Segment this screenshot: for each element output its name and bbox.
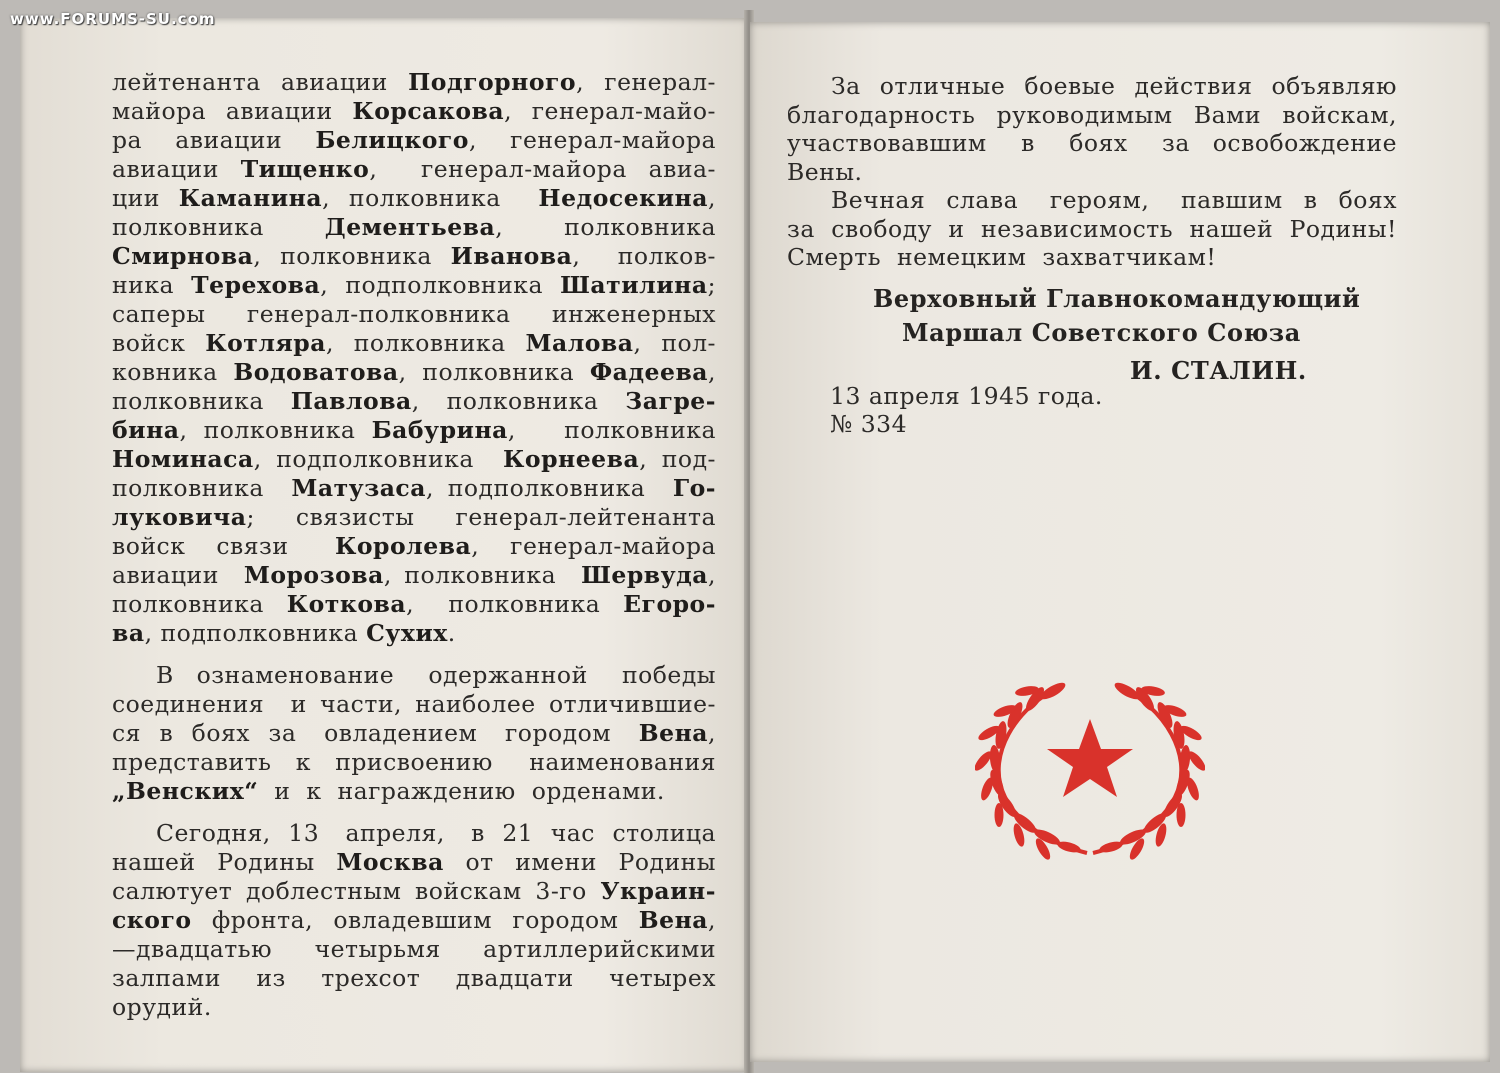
text-run: В ознаменование одержанной победы [156, 661, 716, 689]
text-run: , подполковника [320, 271, 561, 299]
text-line [112, 877, 716, 906]
text-run: благодарность руководимым Вами войскам, [787, 100, 1397, 129]
text-run: , полковника [383, 561, 582, 589]
signature-name: И. СТАЛИН. [1130, 356, 1307, 385]
text-run: за свободу и независимость нашей Родины! [787, 214, 1397, 243]
text-run: ковника [112, 358, 234, 386]
text-run: , полковника [322, 184, 539, 212]
text-run: войск связи [112, 532, 335, 560]
right-page [750, 22, 1490, 1062]
paragraph-gratitude [787, 72, 1397, 186]
bold-name: Вена [638, 906, 709, 934]
bold-name: „Венских“ [112, 777, 259, 805]
text-run: , подполковника [425, 474, 673, 502]
text-run: , полковника [406, 590, 624, 618]
text-run: орудий. [112, 993, 212, 1021]
text-run: За отличные боевые действия объявляю [831, 72, 1397, 100]
bold-name: Номинаса [112, 445, 254, 473]
text-run: Вечная слава героям, павшим в боях [831, 186, 1397, 214]
text-line [787, 243, 1397, 272]
text-line [787, 101, 1397, 130]
watermark: www.FORUMS-SU.com [10, 10, 216, 28]
bold-name: ского [112, 906, 192, 934]
bold-name: Го- [672, 474, 716, 502]
text-run: , полковника [398, 358, 590, 386]
text-line [112, 242, 716, 271]
text-line [787, 72, 1397, 101]
bold-name: Сухих [366, 619, 448, 647]
text-run: , подполковника [253, 445, 504, 473]
text-run: авиации [112, 155, 241, 183]
text-run: , [708, 358, 716, 386]
text-line [112, 474, 716, 503]
text-run: , генерал- [576, 68, 716, 96]
text-run: . [447, 619, 456, 647]
bold-name: Морозова [243, 561, 384, 589]
text-line [787, 129, 1397, 158]
bold-name: Корнеева [503, 445, 640, 473]
text-run: ; связисты генерал-лейтенанта [246, 503, 716, 531]
text-run: ся в боях за овладением городом [112, 719, 639, 747]
text-run: войск [112, 329, 206, 357]
text-line [112, 935, 716, 964]
signature-rank: Маршал Советского Союза [902, 318, 1301, 347]
text-line [112, 387, 716, 416]
text-run: ции [112, 184, 179, 212]
text-run: , под- [639, 445, 716, 473]
text-line [112, 358, 716, 387]
text-line [112, 964, 716, 993]
red-star [1047, 719, 1133, 797]
text-run: саперы генерал-полковника инженерных [112, 300, 716, 328]
text-line [787, 215, 1397, 244]
text-run: Смерть немецким захватчикам! [787, 243, 1217, 271]
text-run: майора авиации [112, 97, 353, 125]
bold-name: Малова [525, 329, 634, 357]
text-run: полковника [112, 213, 325, 241]
text-run: —двадцатью четырьмя артиллерийскими [112, 935, 716, 963]
text-line [787, 186, 1397, 215]
bold-name: Корсакова [352, 97, 505, 125]
left-page-text [112, 68, 716, 1022]
text-run: , полковника [507, 416, 716, 444]
text-line [112, 155, 716, 184]
bold-name: Смирнова [112, 242, 254, 270]
text-run: нашей Родины [112, 848, 337, 876]
bold-name: Тищенко [240, 155, 370, 183]
star-laurel-wreath-icon [975, 677, 1205, 862]
text-run: , генерал-майора [471, 532, 717, 560]
text-run: , полковника [411, 387, 626, 415]
bold-name: Загре- [625, 387, 716, 415]
bold-name: Шатилина [560, 271, 708, 299]
text-line [112, 561, 716, 590]
paragraph-names [112, 68, 716, 648]
bold-name: Москва [336, 848, 444, 876]
text-line [112, 68, 716, 97]
text-line [112, 97, 716, 126]
text-run: , полков- [572, 242, 716, 270]
text-line [112, 416, 716, 445]
text-line [112, 748, 716, 777]
text-run: , генерал-майо- [504, 97, 716, 125]
text-run: и к награждению орденами. [258, 777, 665, 805]
text-line [112, 777, 716, 806]
bold-name: Павлова [290, 387, 412, 415]
text-run: , [708, 561, 716, 589]
text-line [112, 906, 716, 935]
bold-name: Фадеева [589, 358, 709, 386]
signature-title: Верховный Главнокомандующий [873, 284, 1361, 313]
text-line [787, 158, 1397, 187]
text-line [112, 503, 716, 532]
text-run: , [708, 184, 716, 212]
paragraph-glory [787, 186, 1397, 272]
text-run: фронта, овладевшим городом [191, 906, 639, 934]
text-run: , полковника [325, 329, 526, 357]
text-run: Сегодня, 13 апреля, в 21 час столица [156, 819, 716, 847]
text-run: полковника [112, 387, 291, 415]
order-number: № 334 [830, 410, 908, 438]
text-line [112, 300, 716, 329]
bold-name: ва [112, 619, 145, 647]
paragraph-salute [112, 819, 716, 1022]
text-run: ; [707, 271, 716, 299]
text-line [112, 184, 716, 213]
text-run: представить к присвоению наименования [112, 748, 716, 776]
text-run: салютует доблестным войскам 3-го [112, 877, 601, 905]
bold-name: Водоватова [233, 358, 399, 386]
bold-name: Терехова [191, 271, 321, 299]
bold-name: Котляра [205, 329, 326, 357]
text-run: Вены. [787, 157, 863, 186]
bold-name: бина [112, 416, 180, 444]
text-run: залпами из трехсот двадцати четырех [112, 964, 716, 992]
text-line [112, 619, 716, 648]
text-run: соединения и части, наиболее отличившие- [112, 690, 716, 718]
text-line [112, 213, 716, 242]
bold-name: Матузаса [291, 474, 426, 502]
text-run: , генерал-майора авиа- [369, 155, 716, 183]
text-run: , полковника [179, 416, 372, 444]
text-run: , пол- [633, 329, 716, 357]
text-line [112, 819, 716, 848]
paragraph-honors [112, 661, 716, 806]
bold-name: луковича [112, 503, 247, 531]
bold-name: Украин- [600, 877, 716, 905]
text-line [112, 848, 716, 877]
left-page [20, 18, 748, 1072]
bold-name: Иванова [450, 242, 573, 270]
bold-name: Коткова [286, 590, 407, 618]
bold-name: Недосекина [538, 184, 708, 212]
text-line [112, 329, 716, 358]
text-run: , генерал-майора [468, 126, 716, 154]
text-line [112, 271, 716, 300]
bold-name: Каманина [178, 184, 323, 212]
text-run: , подполковника [144, 619, 367, 647]
bold-name: Вена [638, 719, 709, 747]
bold-name: Бабурина [371, 416, 508, 444]
text-run: , [708, 719, 716, 747]
text-line [112, 445, 716, 474]
bold-name: Королева [334, 532, 472, 560]
bold-name: Подгорного [408, 68, 577, 96]
text-line [112, 590, 716, 619]
bold-name: Дементьева [324, 213, 496, 241]
right-page-text [787, 72, 1397, 272]
text-line [112, 126, 716, 155]
text-line [112, 532, 716, 561]
text-line [112, 993, 716, 1022]
text-run: лейтенанта авиации [112, 68, 409, 96]
text-run: от имени Родины [443, 848, 716, 876]
order-date: 13 апреля 1945 года. [830, 382, 1103, 410]
text-line [112, 719, 716, 748]
bold-name: Егоро- [623, 590, 716, 618]
bold-name: Белицкого [315, 126, 469, 154]
text-run: ника [112, 271, 192, 299]
text-run: , полковника [253, 242, 451, 270]
text-line [112, 661, 716, 690]
text-run: авиации [112, 561, 244, 589]
text-run: , [708, 906, 716, 934]
bold-name: Шервуда [581, 561, 709, 589]
text-run: полковника [112, 474, 292, 502]
text-line [112, 690, 716, 719]
text-run: ра авиации [112, 126, 316, 154]
text-run: полковника [112, 590, 287, 618]
text-run: участвовавшим в боях за освобождение [787, 129, 1397, 157]
text-run: , полковника [495, 213, 716, 241]
